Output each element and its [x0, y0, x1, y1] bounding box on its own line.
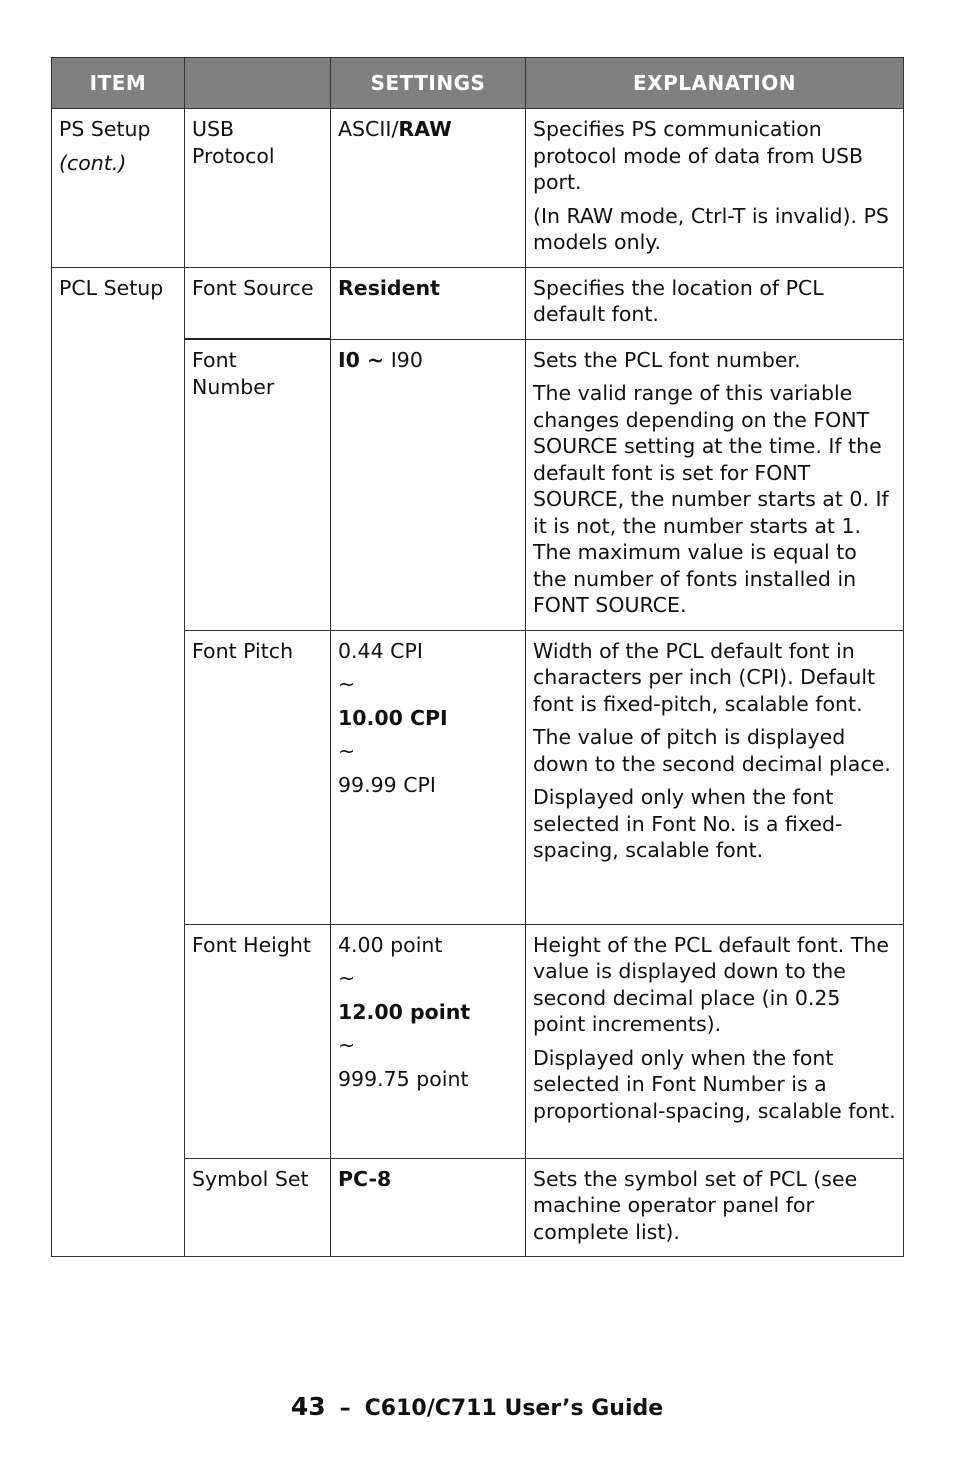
explanation-text: Height of the PCL default font. The value is displayed down to the second decimal place (in 0.25 point increments). — [533, 932, 889, 1036]
setting-usb-protocol — [331, 109, 526, 268]
subitem-font-source: Font Source — [185, 267, 331, 339]
setting-font-pitch — [331, 630, 526, 924]
explanation-font-number — [526, 339, 904, 630]
setting-min: 0.44 CPI — [338, 638, 423, 663]
setting-max: 999.75 point — [338, 1066, 469, 1091]
setting-tilde: ~ — [338, 739, 356, 763]
item-continued-note: (cont.) — [59, 150, 127, 175]
item-pcl-setup: PCL Setup — [52, 267, 185, 1257]
table-row-font-source — [52, 267, 904, 339]
setting-tilde: ~ — [338, 966, 356, 990]
explanation-text: Displayed only when the font selected in Font No. is a fixed-spacing, scalable font. — [533, 785, 843, 862]
subitem-font-pitch: Font Pitch — [185, 630, 331, 924]
item-ps-setup — [52, 109, 185, 268]
setting-option: ASCII/ — [338, 117, 399, 141]
subitem-font-height: Font Height — [185, 924, 331, 1158]
table-row-usb-protocol — [52, 109, 904, 268]
explanation-text: The valid range of this variable changes depending on the FONT SOURCE setting at the time. If the default font is set for FONT SOURCE, the number starts at 0. If it is not, the number starts at 1. The maximum value is equal to the number of fonts installed in FONT SOURCE. — [533, 381, 889, 617]
header-explanation: EXPLANATION — [526, 58, 904, 109]
subitem-symbol-set: Symbol Set — [185, 1158, 331, 1257]
setting-default: RAW — [398, 117, 452, 141]
explanation-usb-protocol — [526, 109, 904, 268]
subitem-font-number: Font Number — [185, 339, 331, 630]
explanation-text: Specifies the location of PCL default font. — [533, 275, 824, 326]
header-item: ITEM — [52, 58, 185, 109]
setting-tilde: ~ — [338, 672, 356, 696]
explanation-text: Sets the symbol set of PCL (see machine operator panel for complete list). — [533, 1166, 858, 1244]
setting-range-end: I90 — [384, 347, 423, 372]
setting-max: 99.99 CPI — [338, 772, 436, 797]
subitem-usb-protocol: USB Protocol — [185, 109, 331, 268]
setting-font-source: Resident — [331, 267, 526, 339]
header-subitem — [185, 58, 331, 109]
header-settings: SETTINGS — [331, 58, 526, 109]
explanation-font-source — [526, 267, 904, 339]
explanation-text: Displayed only when the font selected in Font Number is a proportional-spacing, scalable font. — [533, 1045, 896, 1123]
item-label: PS Setup — [59, 117, 151, 141]
explanation-font-height — [526, 924, 904, 1158]
setting-default: 10.00 CPI — [338, 705, 448, 730]
setting-font-number — [331, 339, 526, 630]
setting-min: 4.00 point — [338, 932, 443, 957]
setting-default: I0 ~ — [338, 347, 385, 372]
explanation-text: Specifies PS communication protocol mode of data from USB port. — [533, 117, 864, 194]
footer-separator: – — [339, 1396, 351, 1421]
table-header-row — [52, 58, 904, 109]
page-footer — [0, 1392, 954, 1421]
setting-symbol-set: PC-8 — [331, 1158, 526, 1257]
explanation-font-pitch — [526, 630, 904, 924]
explanation-text: The value of pitch is displayed down to the second decimal place. — [533, 725, 891, 776]
settings-table — [51, 57, 904, 1257]
explanation-text: Sets the PCL font number. — [533, 347, 801, 372]
setting-font-height — [331, 924, 526, 1158]
setting-default: 12.00 point — [338, 999, 471, 1024]
explanation-text: (In RAW mode, Ctrl-T is invalid). PS models only. — [533, 203, 889, 254]
setting-tilde: ~ — [338, 1033, 356, 1057]
explanation-symbol-set — [526, 1158, 904, 1257]
guide-title: C610/C711 User’s Guide — [364, 1396, 664, 1421]
page-number: 43 — [290, 1392, 326, 1421]
explanation-text: Width of the PCL default font in characters per inch (CPI). Default font is fixed-pitch, scalable font. — [533, 638, 876, 716]
